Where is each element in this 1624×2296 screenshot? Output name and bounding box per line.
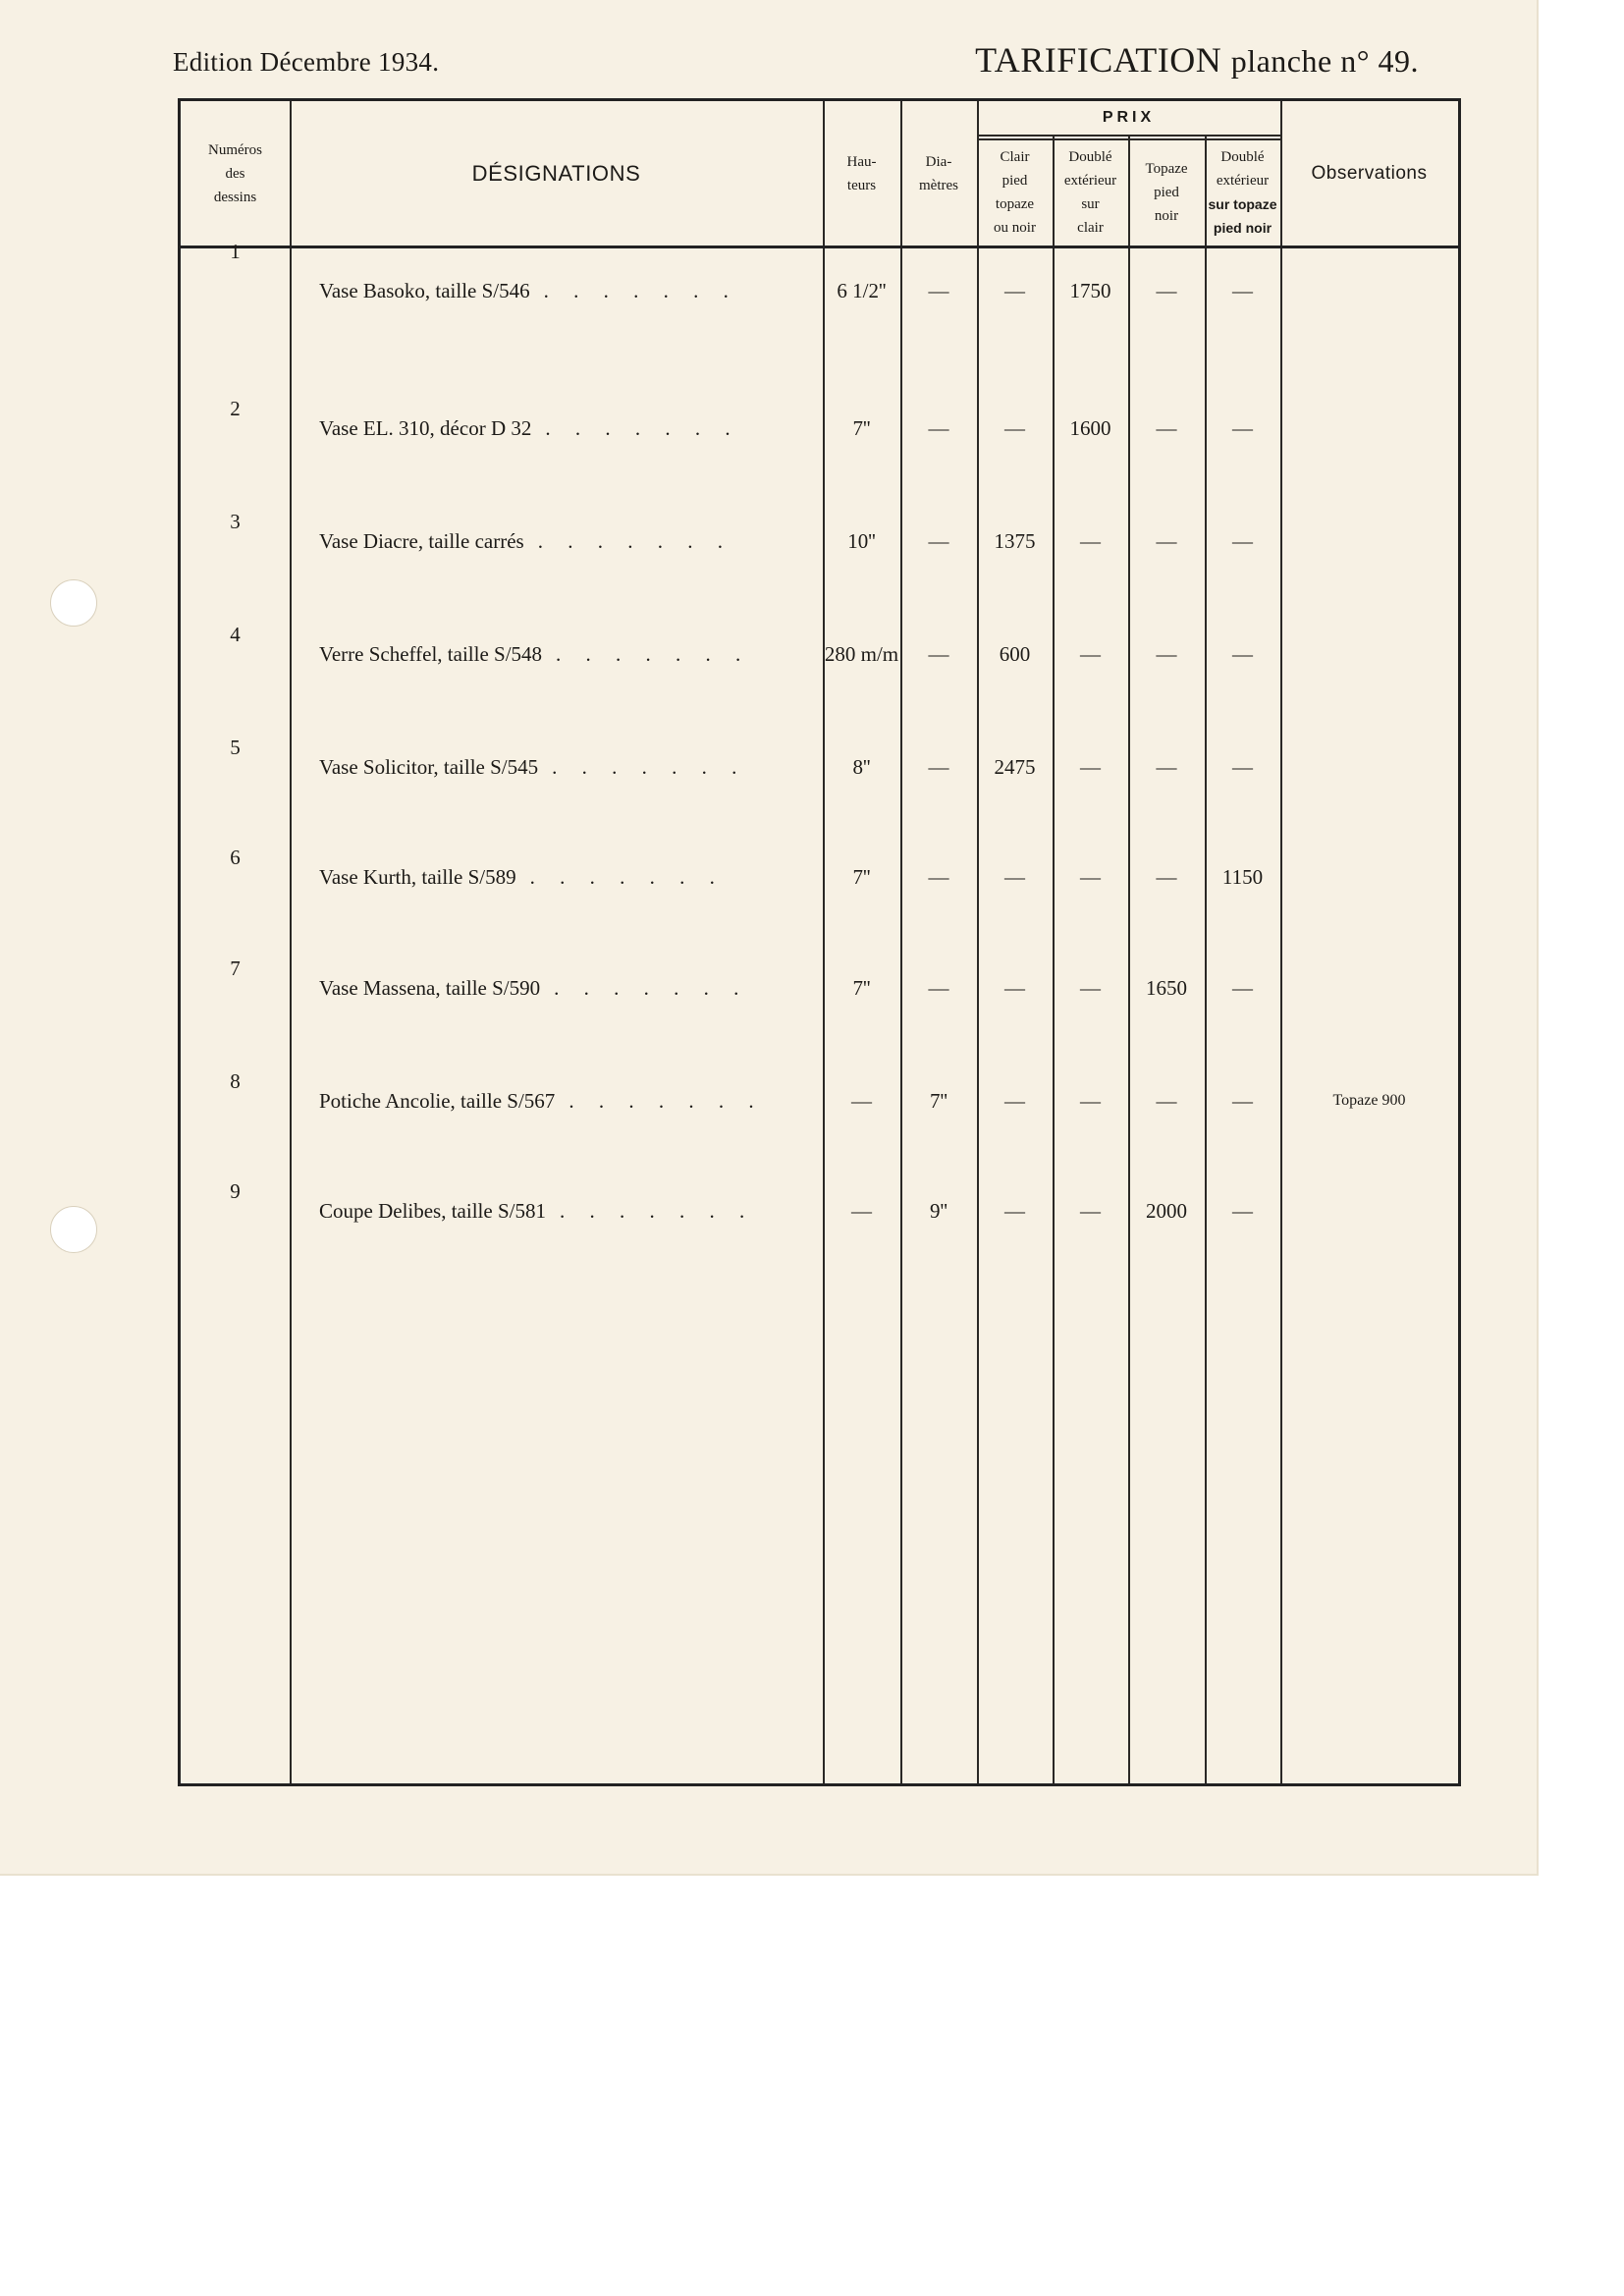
cell-diametre: — [928,864,949,889]
cell-hauteur: — [851,1088,872,1113]
col-prix: PRIX [1102,109,1156,126]
cell-num: 9 [230,1178,241,1203]
col-hauteurs-line: Hau- [846,153,877,170]
col-numeros-line: des [225,165,245,182]
rule-v [290,101,292,1783]
rule-v [900,101,902,1783]
leader-dots: . . . . . . . [554,975,749,1000]
col-clair-line: pied [1001,172,1028,189]
punch-hole-bottom [50,1206,97,1253]
rule-v [1205,136,1207,1783]
cell-designation [290,1183,823,1238]
cell-double-topaze: 1150 [1221,864,1264,889]
cell-clair: 2475 [994,754,1036,779]
cell-double-clair: — [1080,864,1101,889]
cell-clair: — [1004,1088,1025,1113]
cell-topaze: — [1156,1088,1177,1113]
cell-designation [290,849,823,904]
designation-text: Vase Solicitor, taille S/545 [319,754,539,779]
cell-topaze: — [1156,754,1177,779]
cell-hauteur: — [851,1198,872,1223]
cell-double-clair: — [1080,641,1101,666]
edition-label: Edition Décembre 1934. [173,47,440,77]
cell-designation [290,1073,823,1128]
cell-topaze: 2000 [1146,1198,1187,1223]
leader-dots: . . . . . . . [552,754,747,779]
cell-observations [1280,849,1458,904]
col-topaze-line: pied [1154,184,1179,200]
cell-observations [1280,263,1458,318]
cell-double-topaze: — [1232,528,1253,553]
cell-topaze: — [1156,641,1177,666]
cell-double-clair: — [1080,528,1101,553]
leader-dots: . . . . . . . [568,1088,764,1113]
cell-diametre: — [928,528,949,553]
designation-text: Vase Diacre, taille carrés [319,528,524,553]
cell-hauteur: 6 1/2'' [837,278,887,302]
cell-designation [290,263,823,318]
cell-hauteur: 7'' [852,975,871,1000]
col-double-topaze-line: pied noir [1213,219,1272,236]
cell-topaze: — [1156,528,1177,553]
designation-text: Coupe Delibes, taille S/581 [319,1198,546,1223]
designation-text: Potiche Ancolie, taille S/567 [319,1088,556,1113]
col-double-topaze-line: sur topaze [1208,195,1277,212]
col-numeros-line: dessins [213,189,257,205]
cell-designation [290,739,823,794]
cell-observations [1280,627,1458,682]
cell-observations [1280,514,1458,569]
col-double-topaze [1205,138,1280,246]
col-double-clair [1053,138,1128,246]
col-double-topaze-line: extérieur [1216,172,1270,189]
cell-clair: — [1004,278,1025,302]
cell-double-topaze: — [1232,415,1253,440]
rule-h-prix [977,135,1281,137]
cell-double-topaze: — [1232,641,1253,666]
cell-observations [1280,739,1458,794]
cell-designation [290,627,823,682]
col-double-topaze-line: Doublé [1220,148,1265,165]
leader-dots: . . . . . . . [559,1198,755,1223]
cell-hauteur: 8'' [852,754,871,779]
cell-num: 4 [230,622,241,646]
cell-double-clair: — [1080,754,1101,779]
header-rule [181,246,1458,248]
designation-text: Vase Basoko, taille S/546 [319,278,530,302]
col-clair-line: Clair [1000,148,1030,165]
cell-observations [1280,1183,1458,1238]
col-diametres-line: mètres [919,177,958,193]
rule-v [823,101,825,1783]
col-clair-line: topaze [995,195,1035,212]
cell-num: 7 [230,956,241,980]
cell-num: 1 [230,239,241,263]
cell-topaze: 1650 [1146,975,1187,1000]
col-topaze-line: Topaze [1145,160,1188,177]
cell-diametre: — [928,975,949,1000]
cell-double-topaze: — [1232,278,1253,302]
cell-observations [1280,960,1458,1015]
cell-hauteur: 7'' [852,415,871,440]
cell-topaze: — [1156,415,1177,440]
rule-v [1280,101,1282,1783]
page-title [975,39,1419,81]
cell-topaze: — [1156,278,1177,302]
cell-topaze: — [1156,864,1177,889]
col-double-clair-line: sur [1081,195,1100,212]
designation-text: Vase Kurth, taille S/589 [319,864,516,889]
cell-diametre: 9'' [929,1198,948,1223]
leader-dots: . . . . . . . [537,528,732,553]
tariff-table [178,98,1461,1786]
cell-hauteur: 280 m/m [824,641,899,666]
col-double-clair-line: Doublé [1068,148,1112,165]
col-diametres-line: Dia- [925,153,952,170]
cell-diametre: — [928,415,949,440]
col-diametres [900,101,977,246]
col-numeros-line: Numéros [208,141,262,158]
cell-double-topaze: — [1232,1198,1253,1223]
leader-dots: . . . . . . . [545,415,740,440]
cell-designation [290,401,823,456]
cell-double-clair: — [1080,1198,1101,1223]
col-hauteurs [823,101,900,246]
leader-dots: . . . . . . . [556,641,751,666]
rule-v [977,101,979,1783]
rule-v [1128,136,1130,1783]
col-clair [977,138,1053,246]
cell-num: 8 [230,1068,241,1093]
col-topaze-line: noir [1154,207,1179,224]
cell-observations: Topaze 900 [1332,1092,1406,1109]
cell-clair: — [1004,975,1025,1000]
cell-num: 5 [230,735,241,759]
cell-clair: 1375 [994,528,1036,553]
designation-text: Vase EL. 310, décor D 32 [319,415,532,440]
col-double-clair-line: clair [1077,219,1104,236]
col-topaze [1128,138,1205,246]
cell-double-topaze: — [1232,1088,1253,1113]
cell-double-clair: — [1080,1088,1101,1113]
title-text: TARIFICATION [975,40,1222,80]
cell-num: 3 [230,509,241,533]
cell-diametre: — [928,754,949,779]
cell-num: 2 [230,396,241,420]
leader-dots: . . . . . . . [529,864,725,889]
cell-diametre: — [928,641,949,666]
cell-double-clair: 1600 [1069,415,1111,440]
punch-hole-top [50,579,97,627]
cell-double-topaze: — [1232,754,1253,779]
cell-double-clair: — [1080,975,1101,1000]
cell-clair: — [1004,1198,1025,1223]
designation-text: Verre Scheffel, taille S/548 [319,641,543,666]
col-hauteurs-line: teurs [846,177,877,193]
col-observations: Observations [1311,162,1428,184]
designation-text: Vase Massena, taille S/590 [319,975,541,1000]
leader-dots: . . . . . . . [543,278,738,302]
cell-clair: — [1004,864,1025,889]
cell-clair: 600 [999,641,1031,666]
cell-diametre: 7'' [929,1088,948,1113]
col-clair-line: ou noir [994,219,1036,236]
cell-num: 6 [230,845,241,869]
cell-hauteur: 10'' [847,528,876,553]
rule-v [1053,136,1055,1783]
cell-hauteur: 7'' [852,864,871,889]
cell-designation [290,960,823,1015]
cell-diametre: — [928,278,949,302]
cell-designation [290,514,823,569]
col-double-clair-line: extérieur [1063,172,1117,189]
cell-clair: — [1004,415,1025,440]
col-designations: DÉSIGNATIONS [471,160,641,186]
plate-number: planche n° 49. [1230,43,1419,79]
cell-double-topaze: — [1232,975,1253,1000]
cell-observations [1280,401,1458,456]
cell-double-clair: 1750 [1069,278,1111,302]
